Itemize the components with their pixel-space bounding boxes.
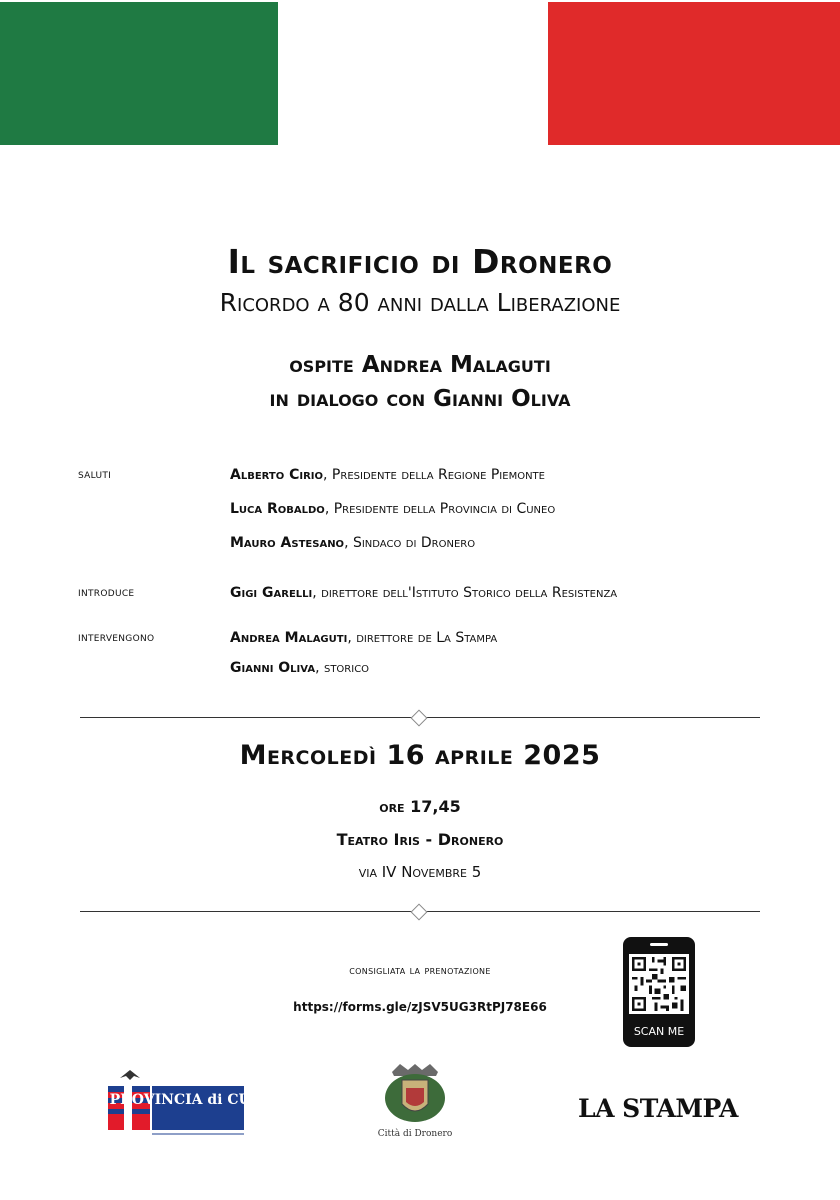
guest-block <box>0 348 840 416</box>
program-row <box>0 585 840 609</box>
program-person: Luca Robaldo, Presidente della Provincia di Cuneo <box>230 501 556 517</box>
provincia-di-cuneo-logo <box>106 1064 287 1142</box>
event-address: via IV Novembre 5 <box>358 863 482 881</box>
qr-pattern-icon <box>629 954 689 1014</box>
program-row <box>0 660 840 684</box>
program-person: Gigi Garelli, direttore dell'Istituto Storico della Resistenza <box>230 585 618 601</box>
program-role: intervengono <box>78 630 155 645</box>
guest-line-2: in dialogo con Gianni Oliva <box>269 386 571 412</box>
citta-di-dronero-crest <box>360 1062 470 1142</box>
program-row <box>0 467 840 491</box>
booking-link[interactable]: https://forms.gle/zJSV5UG3RtPJ78E66 <box>293 1000 547 1014</box>
event-subtitle: Ricordo a 80 anni dalla Liberazione <box>219 288 621 317</box>
program-person: Gianni Oliva, storico <box>230 660 370 676</box>
program-row <box>0 501 840 525</box>
program-row <box>0 535 840 559</box>
svg-text:Città di Dronero: Città di Dronero <box>377 1129 453 1139</box>
event-date: Mercoledì 16 aprile 2025 <box>239 740 601 771</box>
program-person: Andrea Malaguti, direttore de La Stampa <box>230 630 498 646</box>
la-stampa-logo: LA STAMPA <box>578 1094 738 1123</box>
event-time: ore 17,45 <box>379 797 461 816</box>
divider-ornament <box>80 708 760 728</box>
program-row <box>0 630 840 654</box>
qr-code[interactable] <box>623 937 695 1047</box>
flag-green-band <box>0 2 278 145</box>
divider-ornament <box>80 902 760 922</box>
phone-speaker-icon <box>650 943 668 946</box>
svg-text:PROVINCIA di CUNEO: PROVINCIA di CUNEO <box>109 1092 287 1108</box>
event-title: Il sacrificio di Dronero <box>227 242 613 281</box>
qr-caption: SCAN ME <box>633 1025 685 1038</box>
program-role: introduce <box>78 585 135 600</box>
program-person: Alberto Cirio, Presidente della Regione Piemonte <box>230 467 545 483</box>
program-person: Mauro Astesano, Sindaco di Dronero <box>230 535 476 551</box>
guest-line-1: ospite Andrea Malaguti <box>289 352 551 378</box>
event-venue: Teatro Iris - Dronero <box>336 830 504 849</box>
flag-red-band <box>548 2 840 145</box>
program-role: saluti <box>78 467 112 482</box>
booking-label: consigliata la prenotazione <box>349 963 491 977</box>
